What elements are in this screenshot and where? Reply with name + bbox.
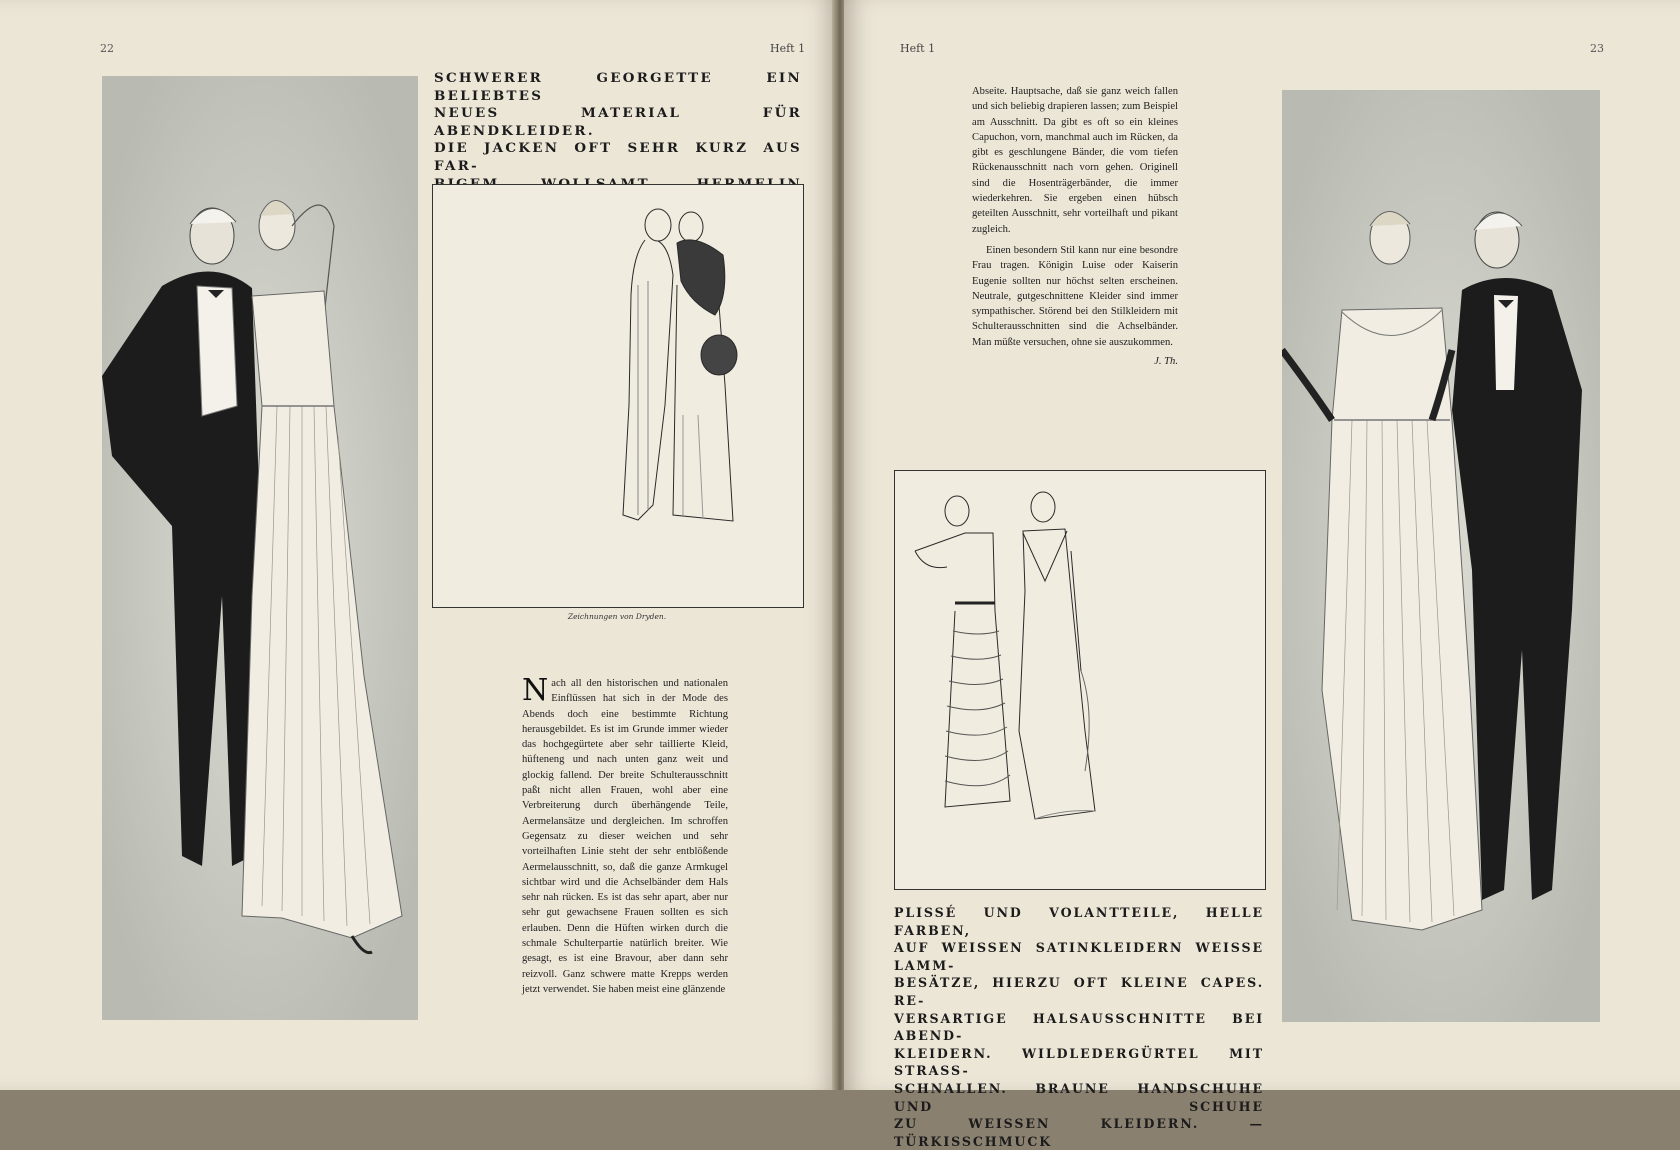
headline-line: ZU WEISSEN KLEIDERN. — TÜRKISSCHMUCK — [894, 1116, 1264, 1149]
framed-sketch-fur-coats — [432, 184, 804, 608]
author-signature: J. Th. — [1154, 356, 1178, 368]
sketch-two-women-in-coats — [433, 185, 803, 607]
left-page — [0, 0, 836, 1090]
illustration-couple-left — [102, 76, 418, 1020]
right-running-head: Heft 1 — [900, 42, 936, 55]
right-page-number: 23 — [1590, 42, 1604, 55]
headline-line: NEUES MATERIAL FÜR ABENDKLEIDER. — [434, 105, 802, 139]
fashion-illustration-couple-right — [1282, 90, 1600, 1022]
illustration-couple-right — [1282, 90, 1600, 1022]
article-paragraph: Abseite. Hauptsache, daß sie ganz weich fallen und sich beliebig drapieren lassen; zum Beispiel am Ausschnitt. Da gibt es oft so ein kleines Capuchon, vorn, manchmal auch im Rücken, da gibt es geschlungene Bänder, die vom tiefen Rückenausschnitt nach vorn gehen. Originell sind die Hosenträgerbänder, die immer wiederkehren. Sie ergeben einen hübsch geteilten Ausschnitt, sehr vorteilhaft und pikant zugleich. — [972, 86, 1178, 235]
headline-line: AUF WEISSEN SATINKLEIDERN WEISSE LAMM- — [894, 940, 1264, 973]
sketch-two-women-in-gowns — [895, 471, 1265, 889]
right-page — [844, 0, 1680, 1149]
headline-line: VERSARTIGE HALSAUSSCHNITTE BEI ABEND- — [894, 1010, 1264, 1044]
headline-line: SCHWERER GEORGETTE EIN BELIEBTES — [434, 70, 802, 104]
left-running-head: Heft 1 — [770, 42, 806, 55]
headline-line: BESÄTZE, HIERZU OFT KLEINE CAPES. RE- — [894, 975, 1264, 1008]
article-body-left — [522, 673, 728, 1003]
headline-line: SCHNALLEN. BRAUNE HANDSCHUHE UND SCHUHE — [894, 1080, 1264, 1114]
illustration-credit: Zeichnungen von Dryden. — [567, 612, 667, 621]
left-page-number: 22 — [100, 42, 114, 55]
drop-cap: N — [522, 673, 549, 708]
article-body-right — [972, 84, 1178, 369]
headline-line: KLEIDERN. WILDLEDERGÜRTEL MIT STRASS- — [894, 1045, 1264, 1079]
framed-sketch-evening-gowns — [894, 470, 1266, 890]
headline-line: PLISSÉ UND VOLANTTEILE, HELLE FARBEN, — [894, 905, 1264, 938]
right-headline — [894, 904, 1264, 1150]
article-paragraph: Einen besondern Stil kann nur eine besondre Frau tragen. Königin Luise oder Kaiserin Eugenie sollten nur höchst selten erscheinen. Neutrale, gutgeschnittene Kleider sind immer sympathischer. Störend bei den Stilkleidern mit Schulterausschnitten sind die Achselbänder. Man müßte versuchen, ohne sie auszukommen. — [972, 244, 1178, 348]
article-text-left: ach all den historischen und nationalen Einflüssen hat sich in der Mode des Abends doch eine bestimmte Richtung herausgebildet. Es ist im Grunde immer wieder das hochgegürtete aber sehr taillierte Kleid, hüfteneng und nach unten ganz weit und glockig fallend. Der breite Schulterausschnitt paßt nicht allen Frauen, wohl aber eine Verbreiterung durch überhängende Teile, Aermelansätze und dergleichen. Im schroffen Gegensatz zu dieser weichen und sehr vorteilhaften Linie steht der sehr entblößende Aermelausschnitt, so, daß die ganze Armkugel sichtbar wird und die Achselbänder dem Hals sehr nah rücken. Es ist das sehr apart, aber nur sehr gut gewachsene Frauen sollten es sich erlauben. Denn die Hüften wirken durch die schmale Schulterpartie natürlich breiter. Wie gesagt, es ist eine Bravour, aber dann sehr reizvoll. Ganz schwere matte Krepps werden jetzt verwendet. Sie haben meist eine glänzende — [522, 678, 728, 995]
fashion-illustration-couple-left — [102, 76, 418, 1020]
headline-line: DIE JACKEN OFT SEHR KURZ AUS FAR- — [434, 140, 802, 174]
